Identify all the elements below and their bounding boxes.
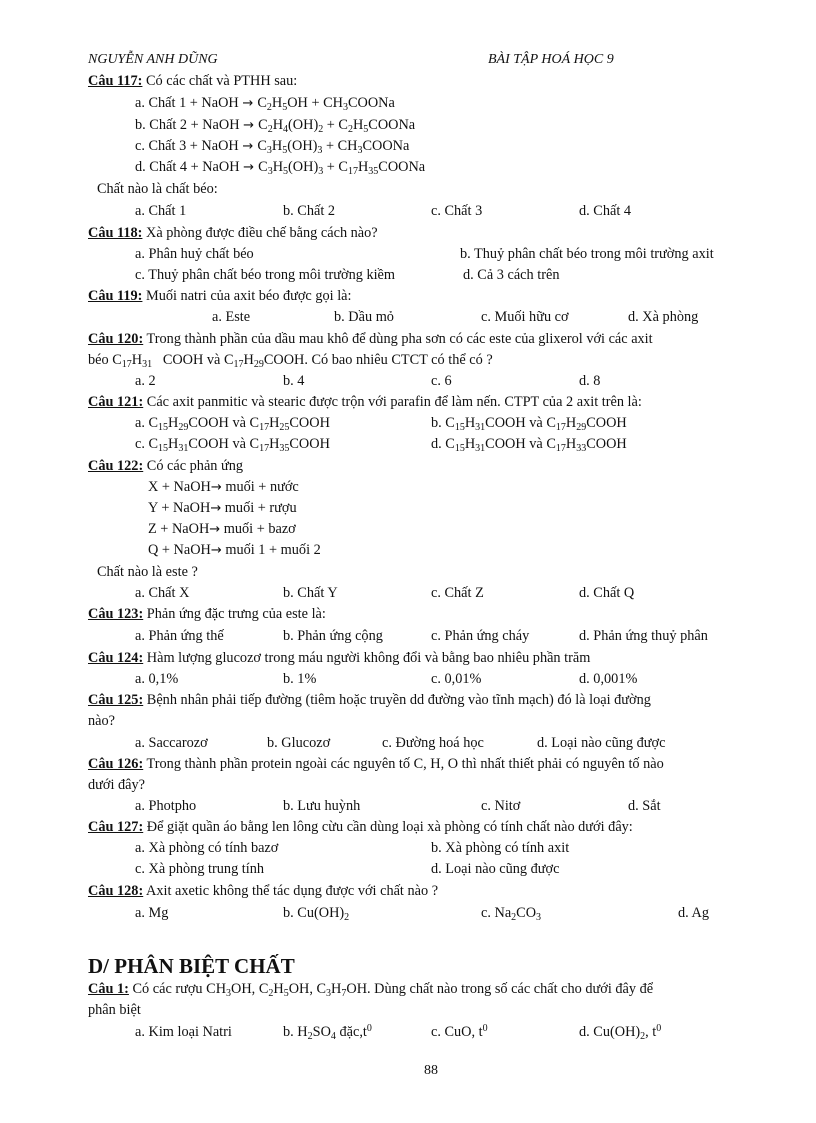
question-126-cont: dưới đây? — [88, 777, 145, 793]
option-a: a. Phân huỷ chất béo — [135, 246, 254, 262]
reaction-x: X + NaOH→ muối + nước — [148, 479, 299, 495]
header-author: NGUYỄN ANH DŨNG — [88, 52, 218, 67]
option-b: b. Dầu mỏ — [334, 309, 394, 325]
option-d: d. $C_{15}H_{31}COOH$ và $C_{17}H_{33}COOH$ — [431, 436, 627, 454]
option-b: b. Phản ứng cộng — [283, 628, 383, 644]
option-b: b. $H_2SO_4$ $đặc,t^0$ — [283, 1023, 372, 1042]
question-text: Chất nào là este ? — [97, 564, 198, 580]
option-b: b. Thuỷ phân chất béo trong môi trường axit — [460, 246, 714, 262]
question-120-cont: béo $C_{17}H_{31}$ COOH và $C_{17}H_{29}COOH$. Có bao nhiêu CTCT có thể có ? — [88, 352, 493, 370]
question-126: Câu 126: Trong thành phần protein ngoài các nguyên tố C, H, O thì nhất thiết phải có nguyên tố nào — [88, 756, 664, 772]
option-c: c. 6 — [431, 373, 452, 389]
option-c: c. Muối hữu cơ — [481, 309, 569, 325]
option-c: c. Thuỷ phân chất béo trong môi trường kiềm — [135, 267, 396, 283]
option-c: c. $Na_2CO_3$ — [481, 905, 542, 923]
option-d: d. Cả 3 cách trên — [463, 267, 560, 283]
option-b: b. Xà phòng có tính axit — [431, 840, 570, 856]
option-c: c. 0,01% — [431, 671, 482, 687]
option-d: d. Sắt — [628, 798, 661, 814]
page-number: 88 — [424, 1063, 438, 1078]
option-a: a. 2 — [135, 373, 156, 389]
reaction-q: Q + NaOH→ muối 1 + muối 2 — [148, 542, 321, 558]
question-125-cont: nào? — [88, 713, 115, 729]
question-118: Câu 118: Xà phòng được điều chế bằng cách nào? — [88, 225, 378, 241]
option-a: a. Chất 1 — [135, 203, 187, 219]
option-d: d. $Cu(OH)_2$, $t^0$ — [579, 1023, 662, 1042]
option-a: a. Phản ứng thế — [135, 628, 224, 644]
option-d: d. Chất Q — [579, 585, 635, 601]
option-b: b. 1% — [283, 671, 317, 687]
option-a: a. Photpho — [135, 798, 197, 814]
question-122: Câu 122: Có các phản ứng — [88, 458, 244, 474]
question-123: Câu 123: Phản ứng đặc trưng của este là: — [88, 606, 326, 622]
option-d: d. Loại nào cũng được — [537, 735, 666, 751]
option-b: b. Chất 2 — [283, 203, 336, 219]
question-text: Chất nào là chất béo: — [97, 181, 218, 197]
option-d: d. Ag — [678, 905, 709, 921]
reaction-1: a. Chất 1 + NaOH → $C_2H_5OH$ + $CH_3COONa$ — [135, 95, 395, 113]
question-121: Câu 121: Các axit panmitic và stearic được trộn với parafin để làm nến. CTPT của 2 axit trên là: — [88, 394, 642, 410]
option-c: c. Đường hoá học — [382, 735, 484, 751]
option-d: d. Chất 4 — [579, 203, 632, 219]
option-a: a. Mg — [135, 905, 169, 921]
option-c: c. $C_{15}H_{31}COOH$ và $C_{17}H_{35}COOH$ — [135, 436, 330, 454]
question-128: Câu 128: Axit axetic không thể tác dụng được với chất nào ? — [88, 883, 439, 899]
question-127: Câu 127: Để giặt quần áo bằng len lông cừu cần dùng loại xà phòng có tính chất nào dưới đây: — [88, 819, 633, 835]
option-b: b. Chất Y — [283, 585, 338, 601]
option-c: c. CuO, $t^0$ — [431, 1023, 488, 1040]
question-125: Câu 125: Bệnh nhân phải tiếp đường (tiêm hoặc truyền dd đường vào tĩnh mạch) đó là loại đường — [88, 692, 651, 708]
option-a: a. Xà phòng có tính bazơ — [135, 840, 279, 856]
option-c: c. Nitơ — [481, 798, 521, 814]
question-1: Câu 1: Có các rượu $CH_3OH$, $C_2H_5OH$, $C_3H_7OH$. Dùng chất nào trong số các chất cho dưới đây để — [88, 981, 654, 999]
reaction-3: c. Chất 3 + NaOH → $C_3H_5(OH)_3$ + $CH_3COONa$ — [135, 138, 410, 156]
reaction-z: Z + NaOH→ muối + bazơ — [148, 521, 296, 537]
question-1-cont: phân biệt — [88, 1002, 141, 1018]
option-b: b. 4 — [283, 373, 305, 389]
option-d: d. 0,001% — [579, 671, 638, 687]
option-c: c. Xà phòng trung tính — [135, 861, 265, 877]
reaction-4: d. Chất 4 + NaOH → $C_3H_5(OH)_3$ + $C_{17}H_{35}COONa$ — [135, 159, 426, 177]
header-title: BÀI TẬP HOÁ HỌC 9 — [488, 52, 614, 67]
option-b: b. $Cu(OH)_2$ — [283, 905, 350, 923]
option-d: d. Xà phòng — [628, 309, 699, 325]
option-a: a. Saccarozơ — [135, 735, 208, 751]
question-117: Câu 117: Có các chất và PTHH sau: — [88, 73, 298, 89]
option-c: c. Chất Z — [431, 585, 484, 601]
section-heading: D/ PHÂN BIỆT CHẤT — [88, 954, 295, 978]
question-124: Câu 124: Hàm lượng glucozơ trong máu người không đổi và bằng bao nhiêu phần trăm — [88, 650, 591, 666]
option-a: a. 0,1% — [135, 671, 179, 687]
option-b: b. $C_{15}H_{31}COOH$ và $C_{17}H_{29}COOH$ — [431, 415, 627, 433]
option-a: a. $C_{15}H_{29}COOH$ và $C_{17}H_{25}COOH$ — [135, 415, 330, 433]
option-d: d. 8 — [579, 373, 601, 389]
question-119: Câu 119: Muối natri của axit béo được gọi là: — [88, 288, 352, 304]
option-d: d. Loại nào cũng được — [431, 861, 560, 877]
option-b: b. Glucozơ — [267, 735, 331, 751]
question-120: Câu 120: Trong thành phần của dầu mau khô để dùng pha sơn có các este của glixerol với các axit — [88, 331, 653, 347]
reaction-y: Y + NaOH→ muối + rượu — [148, 500, 297, 516]
reaction-2: b. Chất 2 + NaOH → $C_2H_4(OH)_2$ + $C_2H_5COONa$ — [135, 117, 416, 135]
option-a: a. Kim loại Natri — [135, 1024, 232, 1040]
option-d: d. Phản ứng thuỷ phân — [579, 628, 708, 644]
option-c: c. Phản ứng cháy — [431, 628, 530, 644]
option-c: c. Chất 3 — [431, 203, 483, 219]
option-a: a. Este — [212, 309, 251, 325]
option-b: b. Lưu huỳnh — [283, 798, 361, 814]
option-a: a. Chất X — [135, 585, 190, 601]
